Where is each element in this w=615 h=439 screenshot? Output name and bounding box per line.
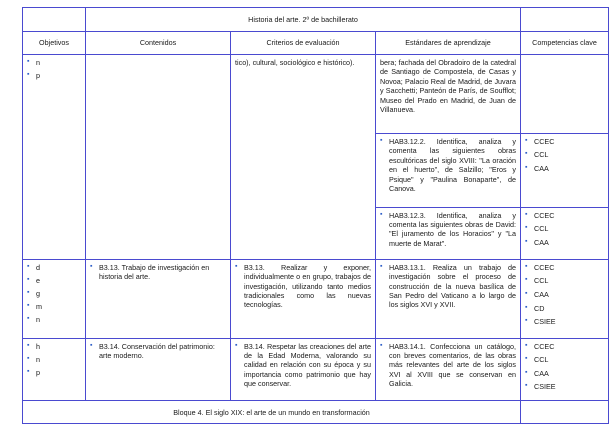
competencia-item: ▪ CCL (525, 150, 604, 159)
competencias-cell (521, 133, 609, 207)
estandar-cell (376, 338, 521, 401)
estandar-text: bera; fachada del Obradoiro de la catedral de Santiago de Compostela, de Casas y Novoa; Palacio Real de Madrid, de Juvara y Sacchetti; Panteón de París, de Soufflot; Museo del Prado en Madrid, de Juan de Villanueva. (380, 58, 517, 115)
criterio-text: tico), cultural, sociológico e histórico). (235, 58, 355, 68)
criterios-cell (231, 338, 376, 401)
criterio-text: ▪ B3.13. Realizar y exponer, individualmente o en grupo, trabajos de investigación, utilizando tanto medios tradicionales como las nuevas tecnologías. (235, 263, 371, 310)
contenido-text: ▪ B3.14. Conservación del patrimonio: arte moderno. (90, 342, 226, 361)
competencia-item: ▪ CCL (525, 355, 604, 364)
estandar-text: ▪ HAB3.13.1. Realiza un trabajo de investigación sobre el proceso de construcción de la nueva basílica de San Pedro del Vaticano a lo largo de los siglos XVI y XVII. (380, 263, 516, 310)
objetivos-cell (23, 55, 86, 260)
objective-item: ▪ e (27, 276, 81, 285)
competencia-item: ▪ CAA (525, 238, 604, 247)
competencias-cell (521, 207, 609, 259)
header-objetivos: Objetivos (23, 31, 86, 55)
contenidos-cell (86, 55, 231, 260)
contenido-text: ▪ B3.13. Trabajo de investigación en historia del arte. (90, 263, 226, 282)
curriculum-table (22, 7, 609, 424)
competencia-item: ▪ CAA (525, 290, 604, 299)
objective-item: ▪ p (27, 368, 81, 377)
estandar-text: ▪ HAB3.14.1. Confecciona un catálogo, con breves comentarios, de las obras más relevantes del arte de los siglos XVI al XVIII que se conservan en Galicia. (380, 342, 516, 389)
contenidos-cell (86, 259, 231, 338)
competencia-item: ▪ CD (525, 304, 604, 313)
header-criterios: Criterios de evaluación (231, 31, 376, 55)
objective-item: ▪ p (27, 71, 81, 80)
competencias-cell (521, 55, 609, 134)
criterios-cell (231, 259, 376, 338)
estandar-cell (376, 259, 521, 338)
competencia-item: ▪ CCEC (525, 211, 604, 220)
competencia-item: ▪ CAA (525, 369, 604, 378)
competencias-cell (521, 259, 609, 338)
objective-item: ▪ m (27, 302, 81, 311)
estandar-cell (376, 133, 521, 207)
objective-item: ▪ d (27, 263, 81, 272)
contenidos-cell (86, 338, 231, 401)
header-estandares: Estándares de aprendizaje (376, 31, 521, 55)
competencias-cell (521, 338, 609, 401)
table-title: Historia del arte. 2º de bachillerato (86, 8, 521, 32)
criterios-cell (231, 55, 376, 260)
footer-blank-cell (521, 401, 609, 424)
objective-item: ▪ n (27, 315, 81, 324)
header-contenidos: Contenidos (86, 31, 231, 55)
corner-cell (23, 8, 86, 32)
competencia-item: ▪ CCL (525, 276, 604, 285)
estandar-text: ▪ HAB3.12.2. Identifica, analiza y comenta las siguientes obras escultóricas del siglo XVIII: "La oración en el huerto", de Salzillo; "Eros y Psique" y "Paulina Bonaparte", de Canova. (380, 137, 516, 193)
estandar-text: ▪ HAB3.12.3. Identifica, analiza y comenta las siguientes obras de David: "El juramento de los Horacios" y "La muerte de Marat". (380, 211, 516, 249)
corner-cell-right (521, 8, 609, 32)
objective-item: ▪ n (27, 58, 81, 67)
objective-item: ▪ n (27, 355, 81, 364)
estandar-cell (376, 207, 521, 259)
competencia-item: ▪ CAA (525, 164, 604, 173)
criterio-text: ▪ B3.14. Respetar las creaciones del arte de la Edad Moderna, valorando su calidad en relación con su época y su importancia como patrimonio que hay que conservar. (235, 342, 371, 389)
block-heading: Bloque 4. El siglo XIX: el arte de un mundo en transformación (23, 401, 521, 424)
objetivos-cell (23, 338, 86, 401)
objetivos-cell (23, 259, 86, 338)
competencia-item: ▪ CCEC (525, 137, 604, 146)
competencia-item: ▪ CCL (525, 224, 604, 233)
competencia-item: ▪ CSIEE (525, 382, 604, 391)
header-competencias: Competencias clave (521, 31, 609, 55)
objective-item: ▪ g (27, 289, 81, 298)
competencia-item: ▪ CCEC (525, 342, 604, 351)
competencia-item: ▪ CCEC (525, 263, 604, 272)
objective-item: ▪ h (27, 342, 81, 351)
estandar-cell (376, 55, 521, 134)
competencia-item: ▪ CSIEE (525, 317, 604, 326)
